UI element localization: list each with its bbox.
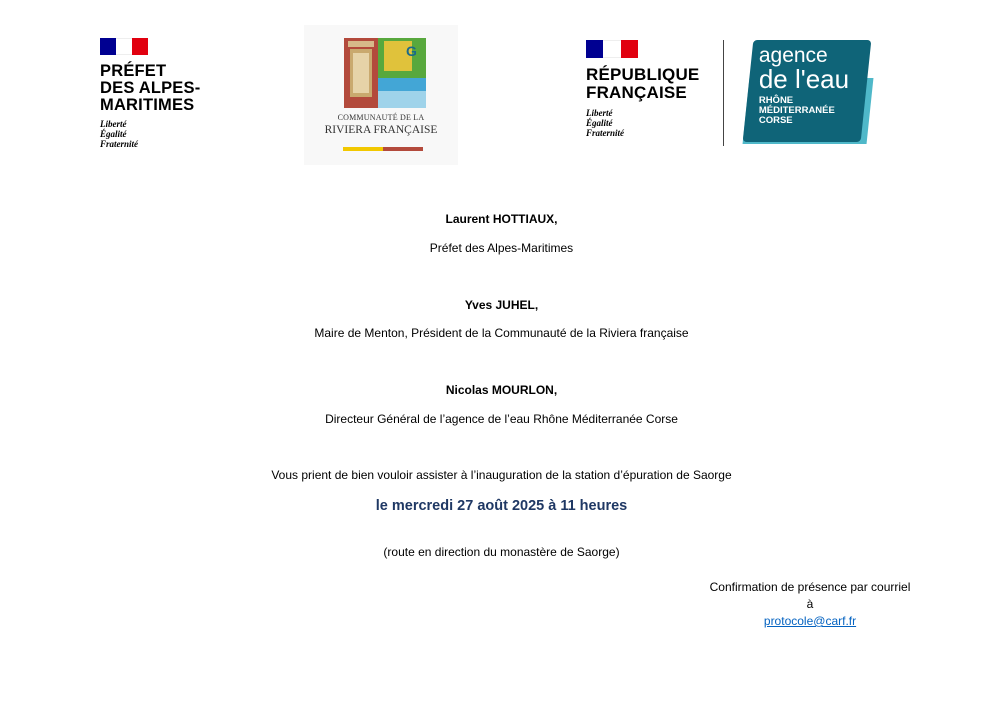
riviera-emblem-icon	[304, 33, 458, 118]
republique-logo	[586, 40, 716, 152]
host-title: Directeur Général de l’agence de l’eau Rhône Méditerranée Corse	[325, 412, 678, 426]
invitation-text: Vous prient de bien vouloir assister à l’inauguration de la station d’épuration de Saorge	[271, 468, 732, 482]
republique-title-line: RÉPUBLIQUE	[586, 65, 700, 84]
rsvp-line1: Confirmation de présence par courriel	[709, 580, 911, 594]
agence-eau-logo	[740, 38, 875, 148]
carf-logo	[304, 25, 458, 165]
logo-divider	[723, 40, 724, 146]
rsvp-block	[690, 579, 930, 630]
agence-sub-line: RHÔNE	[758, 95, 794, 106]
agence-sub-line: CORSE	[758, 115, 793, 126]
prefet-title-line: DES ALPES-	[100, 79, 201, 97]
rsvp-line2: à	[806, 597, 814, 611]
prefet-title-line: MARITIMES	[100, 96, 195, 114]
motto-fraternite: Fraternité	[586, 128, 625, 138]
carf-line2: RIVIERA FRANÇAISE	[324, 124, 438, 136]
marianne-flag-icon	[100, 38, 148, 55]
motto-egalite: Égalité	[100, 129, 127, 139]
agence-line1: agence	[758, 44, 828, 67]
event-date: le mercredi 27 août 2025 à 11 heures	[375, 498, 628, 514]
motto-egalite: Égalité	[586, 118, 613, 128]
agence-sub-line: MÉDITERRANÉE	[758, 105, 835, 116]
marianne-flag-icon	[586, 40, 638, 58]
host-name: Nicolas MOURLON,	[445, 383, 558, 397]
host-title: Préfet des Alpes-Maritimes	[429, 241, 574, 255]
host-name: Yves JUHEL,	[464, 298, 539, 312]
motto-liberte: Liberté	[586, 108, 613, 118]
prefet-logo	[100, 38, 210, 153]
motto-fraternite: Fraternité	[100, 139, 139, 149]
agence-line2: de l'eau	[758, 64, 850, 94]
event-location: (route en direction du monastère de Saorge)	[383, 545, 620, 559]
carf-underline	[343, 147, 423, 151]
host-title: Maire de Menton, Président de la Communauté de la Riviera française	[314, 326, 689, 340]
motto-liberte: Liberté	[100, 119, 127, 129]
svg-text:G: G	[406, 43, 417, 59]
republique-title-line: FRANÇAISE	[586, 83, 687, 102]
carf-line1: COMMUNAUTÉ DE LA	[337, 113, 425, 122]
host-name: Laurent HOTTIAUX,	[445, 212, 558, 226]
prefet-title-line: PRÉFET	[100, 62, 167, 80]
rsvp-email-link[interactable]: protocole@carf.fr	[763, 614, 857, 628]
